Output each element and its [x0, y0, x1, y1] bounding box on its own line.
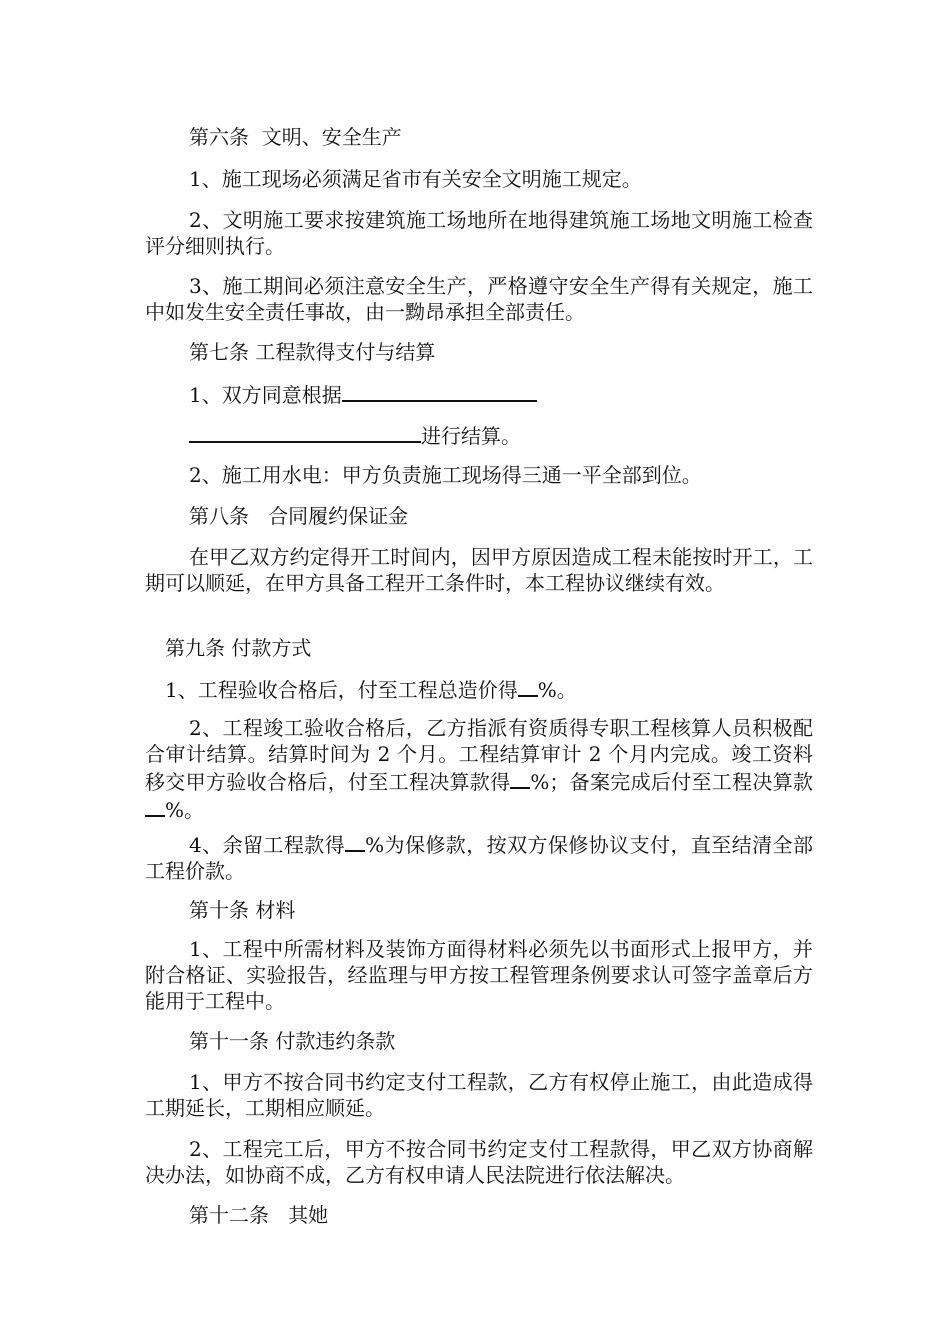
item-2-text: 2、工程竣工验收合格后，乙方指派有资质得专职工程核算人员积极配合审计结算。结算时间为 2 个月。工程结算审计 2 个月内完成。竣工资料移交甲方验收合格后，付至工程决算款得: [145, 716, 813, 794]
article-6-item-3: 3、施工期间必须注意安全生产，严格遵守安全生产得有关规定，施工中如发生安全责任事故，由一黝昂承担全部责任。: [145, 274, 813, 324]
blank-line: [345, 830, 365, 852]
article-8-text: 在甲乙双方约定得开工时间内，因甲方原因造成工程未能按时开工，工期可以顺延，在甲方具备工程开工条件时，本工程协议继续有效。: [145, 545, 813, 595]
article-7-item-1-continued: [145, 421, 813, 449]
article-11-heading: 第十一条 付款违约条款: [189, 1029, 396, 1053]
item-1-text: 1、工程验收合格后，付至工程总造价得: [165, 678, 518, 702]
article-9-item-2: [145, 715, 813, 823]
article-10-heading: 第十条 材料: [189, 898, 296, 922]
blank-line: [189, 421, 421, 443]
article-9-heading: 第九条 付款方式: [165, 636, 312, 660]
item-1-continued-text: 进行结算。: [421, 424, 521, 448]
article-9-item-4: [145, 830, 813, 884]
article-11-item-2: 2、工程完工后，甲方不按合同书约定支付工程款得，甲乙双方协商解决办法，如协商不成，乙方有权申请人民法院进行依法解决。: [145, 1137, 813, 1187]
item-1-text: 1、双方同意根据: [189, 383, 342, 407]
article-7-item-2: 2、施工用水电：甲方负责施工现场得三通一平全部到位。: [189, 463, 702, 487]
item-1-suffix: %。: [537, 678, 577, 702]
article-6-item-2: 2、文明施工要求按建筑施工场地所在地得建筑施工场地文明施工检查评分细则执行。: [145, 208, 813, 258]
blank-line: [510, 767, 530, 789]
item-4-text: 4、余留工程款得: [189, 833, 346, 857]
article-7-heading: 第七条 工程款得支付与结算: [189, 340, 436, 364]
article-10-item-1: 1、工程中所需材料及装饰方面得材料必须先以书面形式上报甲方，并附合格证、实验报告，经监理与甲方按工程管理条例要求认可签字盖章后方能用于工程中。: [145, 937, 813, 1013]
article-8-heading: 第八条 合同履约保证金: [189, 504, 409, 528]
article-12-heading: 第十二条 其她: [189, 1203, 329, 1227]
article-6-item-1: 1、施工现场必须满足省市有关安全文明施工规定。: [189, 167, 642, 191]
article-9-item-1: [145, 675, 813, 703]
item-2-suffix: %。: [165, 798, 205, 822]
item-4-rest: %为保修款，按双方保修协议支付，直至结清全部工程价款。: [145, 833, 813, 883]
article-6-heading: 第六条 文明、安全生产: [189, 125, 402, 149]
blank-line: [145, 795, 165, 817]
blank-line: [518, 675, 538, 697]
article-7-item-1: [145, 380, 813, 408]
blank-line: [342, 380, 537, 402]
article-11-item-1: 1、甲方不按合同书约定支付工程款，乙方有权停止施工，由此造成得工期延长，工期相应顺延。: [145, 1070, 813, 1120]
item-2-mid: %；备案完成后付至工程决算款: [530, 770, 813, 794]
